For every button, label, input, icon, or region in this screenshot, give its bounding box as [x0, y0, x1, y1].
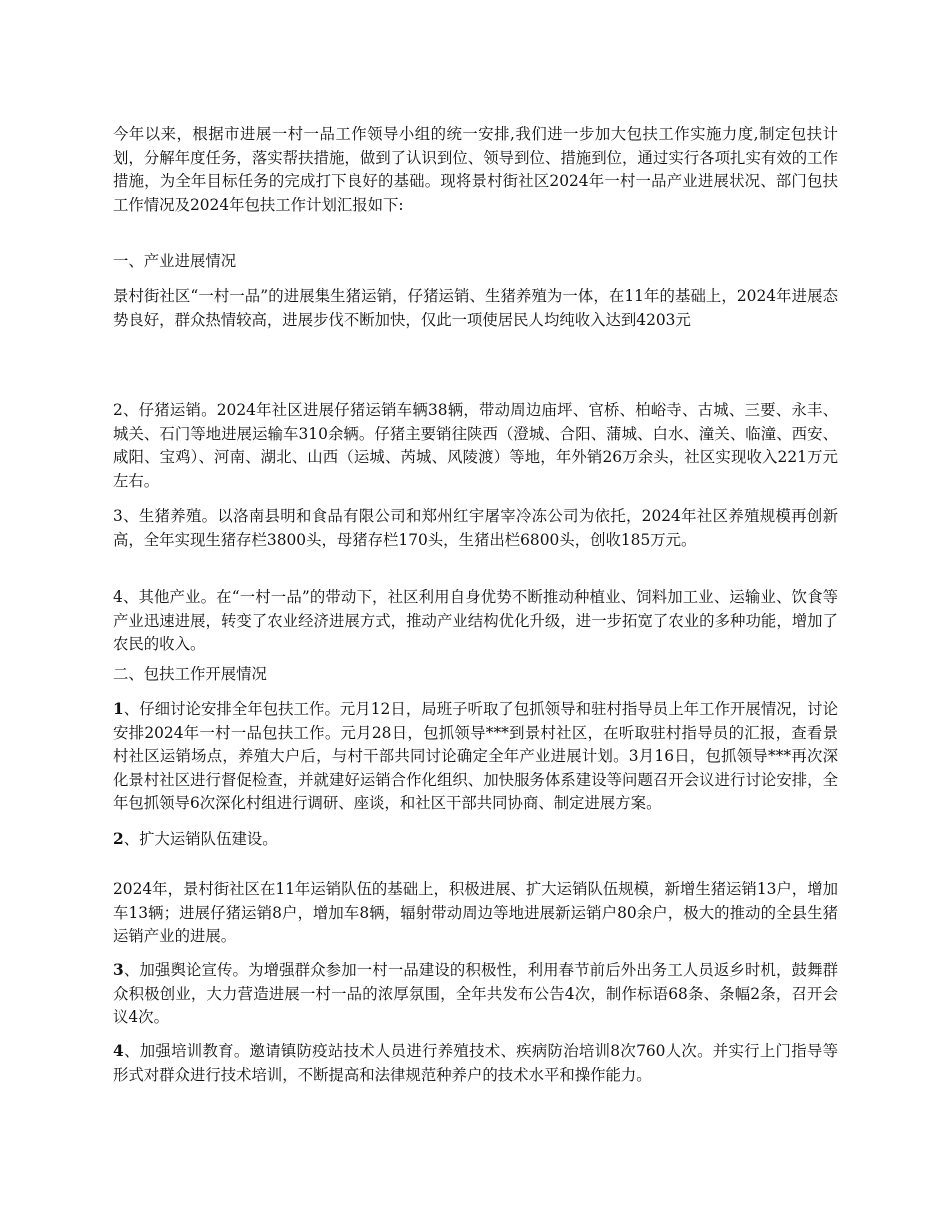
section1-item-3: 3、生猪养殖。以洛南县明和食品有限公司和郑州红宇屠宰冷冻公司为依托，2024年社区养殖规模再创新高，全年实现生猪存栏3800头，母猪存栏170头，生猪出栏6800头，创收185万元。 [113, 507, 838, 549]
intro-paragraph: 今年以来，根据市进展一村一品工作领导小组的统一安排,我们进一步加大包扶工作实施力度,制定包扶计划，分解年度任务，落实帮扶措施，做到了认识到位、领导到位、措施到位，通过实行各项扎实有效的工作措施，为全年目标任务的完成打下良好的基础。现将景村街社区2024年一村一品产业进展状况、部门包扶工作情况及2024年包扶工作计划汇报如下: [113, 125, 838, 214]
section2-item-2-body: 2024年，景村街社区在11年运销队伍的基础上，积极进展、扩大运销队伍规模，新增生猪运销13户，增加车13辆；进展仔猪运销8户，增加车8辆，辐射带动周边等地进展新运销户80余户，极大的推动的全县生猪运销产业的进展。 [113, 880, 838, 945]
section2-item-2-heading [113, 828, 838, 852]
item-1-text: 、仔细讨论安排全年包扶工作。元月12日，局班子听取了包抓领导和驻村指导员上年工作开展情况，讨论安排2024年一村一品包扶工作。元月28日，包抓领导***到景村社区，在听取驻村指导员的汇报，查看景村社区运销场点，养殖大户后，与村干部共同讨论确定全年产业进展计划。3月16日，包抓领导***再次深化景村社区进行督促检查，并就建好运销合作化组织、加快服务体系建设等问题召开会议进行讨论安排，全年包抓领导6次深化村组进行调研、座谈，和社区干部共同协商、制定进展方案。 [113, 700, 838, 812]
section2-heading: 二、包扶工作开展情况 [113, 665, 267, 683]
item-2-number: 2 [113, 830, 124, 848]
section2-item-1 [113, 698, 838, 816]
item-4-text: 、加强培训教育。邀请镇防疫站技术人员进行养殖技术、疾病防治培训8次760人次。并实行上门指导等形式对群众进行技术培训，不断提高和法律规范种养户的技术水平和操作能力。 [113, 1042, 838, 1084]
section1-item-4: 4、其他产业。在“一村一品”的带动下，社区利用自身优势不断推动种植业、饲料加工业、运输业、饮食等产业迅速进展，转变了农业经济进展方式，推动产业结构优化升级，进一步拓宽了农业的多种功能，增加了农民的收入。 [113, 588, 838, 653]
item-3-number: 3 [113, 961, 124, 979]
item-2-text: 、扩大运销队伍建设。 [123, 830, 278, 848]
section1-item-2: 2、仔猪运销。2024年社区进展仔猪运销车辆38辆，带动周边庙坪、官桥、柏峪寺、古城、三要、永丰、城关、石门等地进展运输车310余辆。仔猪主要销往陕西（澄城、合阳、蒲城、白水、潼关、临潼、西安、咸阳、宝鸡）、河南、湖北、山西（运城、芮城、风陵渡）等地，年外销26万余头，社区实现收入221万元左右。 [113, 401, 838, 490]
section1-summary: 景村街社区“一村一品”的进展集生猪运销，仔猪运销、生猪养殖为一体，在11年的基础上，2024年进展态势良好，群众热情较高，进展步伐不断加快，仅此一项使居民人均纯收入达到4203元 [113, 287, 838, 329]
item-3-text: 、加强舆论宣传。为增强群众参加一村一品建设的积极性，利用春节前后外出务工人员返乡时机，鼓舞群众积极创业，大力营造进展一村一品的浓厚氛围，全年共发布公告4次，制作标语68条、条幅2条，召开会议4次。 [113, 961, 838, 1026]
section2-item-3 [113, 959, 838, 1030]
section2-item-4 [113, 1040, 838, 1087]
item-4-number: 4 [113, 1042, 124, 1060]
section1-heading: 一、产业进展情况 [113, 252, 237, 270]
item-1-number: 1 [113, 700, 124, 718]
